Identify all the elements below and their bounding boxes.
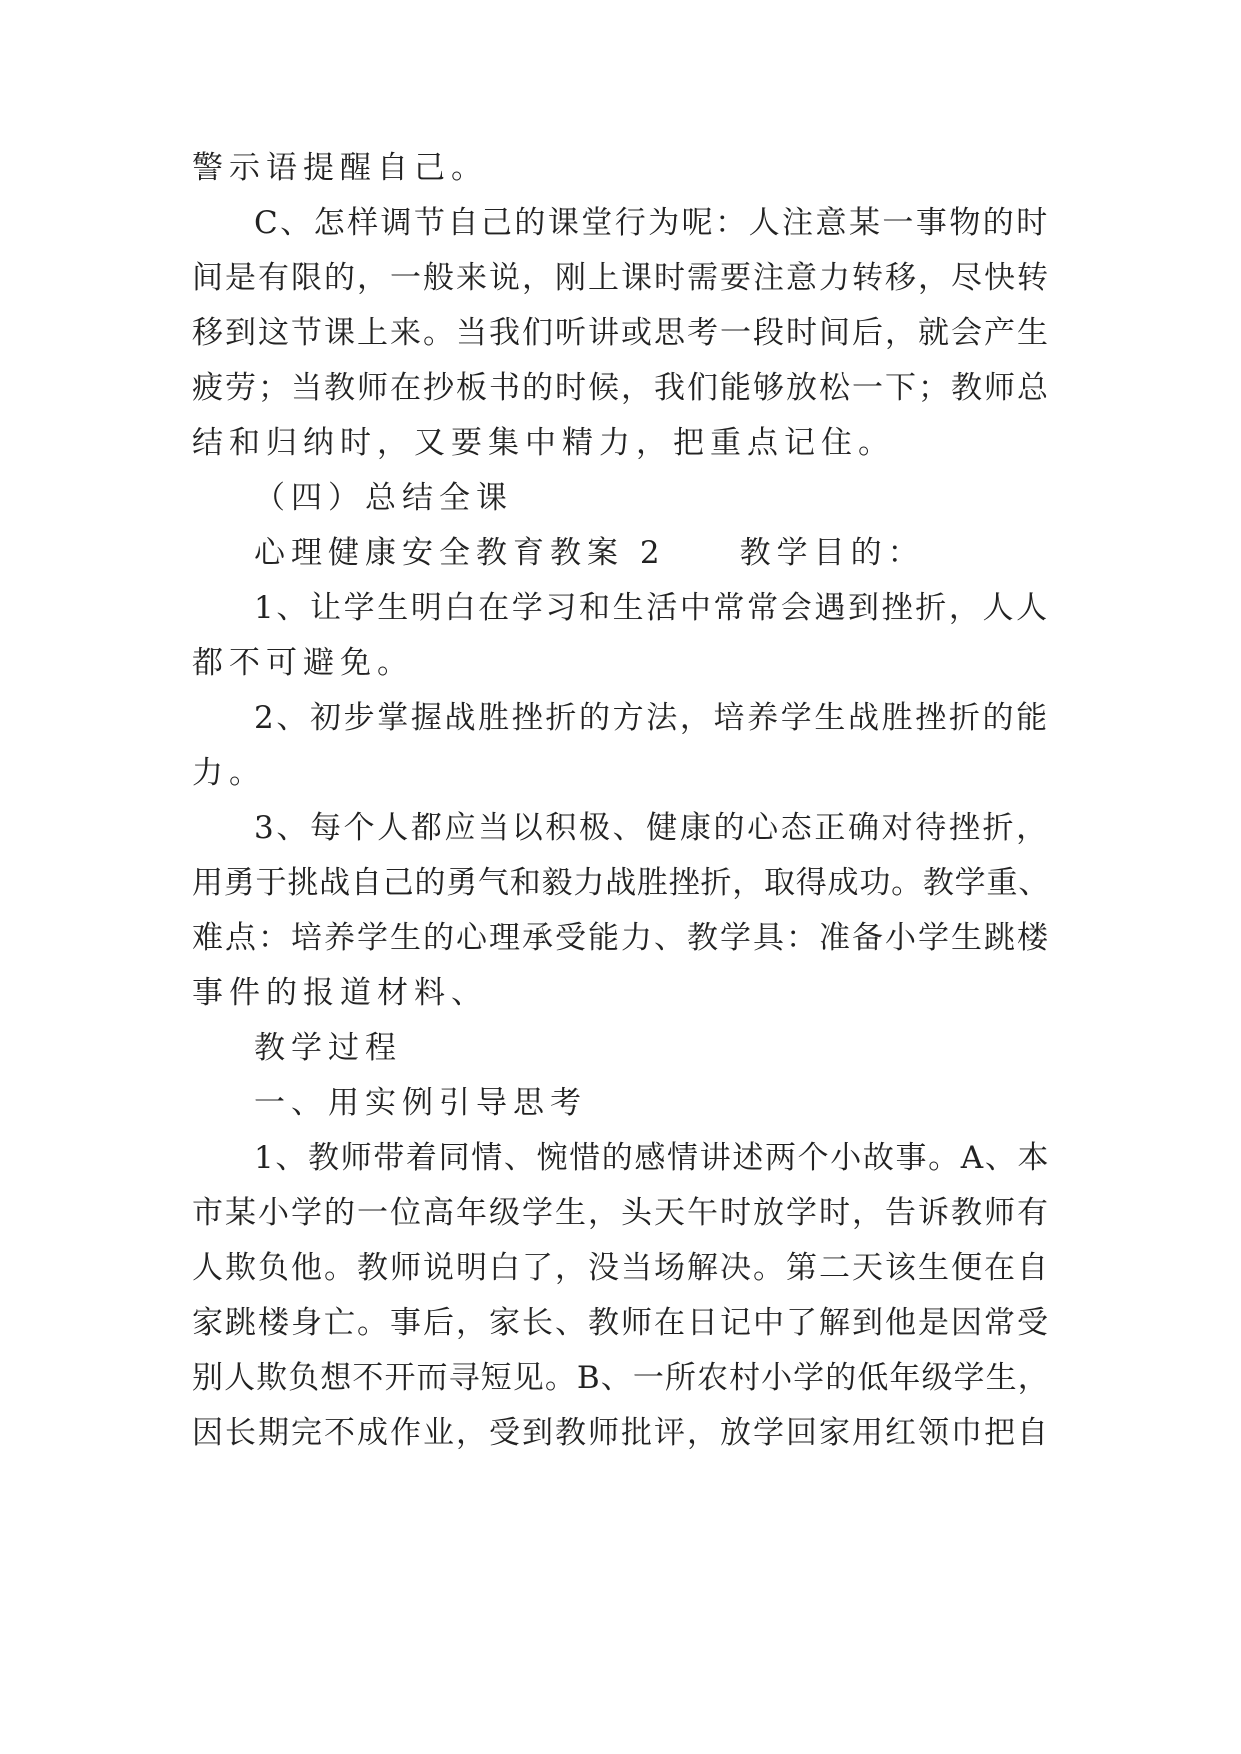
text-line: C、怎样调节自己的课堂行为呢：人注意某一事物的时	[254, 205, 1050, 241]
text-line: 间是有限的，一般来说，刚上课时需要注意力转移，尽快转	[192, 260, 1050, 296]
text-line: 1、教师带着同情、惋惜的感情讲述两个小故事。A、本	[254, 1140, 1051, 1176]
text-line: 难点：培养学生的心理承受能力、教学具：准备小学生跳楼	[192, 920, 1050, 956]
text-line: 3、每个人都应当以积极、健康的心态正确对待挫折，	[254, 810, 1050, 846]
section-heading: 一、用实例引导思考	[254, 1085, 587, 1121]
text-line: 事件的报道材料、	[192, 975, 488, 1011]
text-line: 1、让学生明白在学习和生活中常常会遇到挫折，人人	[254, 590, 1050, 626]
text-line: 警示语提醒自己。	[192, 150, 488, 186]
text-line: 家跳楼身亡。事后，家长、教师在日记中了解到他是因常受	[192, 1305, 1050, 1341]
text-line: 市某小学的一位高年级学生，头天午时放学时，告诉教师有	[192, 1195, 1050, 1231]
text-line: 疲劳；当教师在抄板书的时候，我们能够放松一下；教师总	[192, 370, 1050, 406]
lesson-title: 心理健康安全教育教案 2 教学目的：	[254, 535, 925, 571]
section-heading: （四）总结全课	[254, 480, 513, 516]
text-line: 用勇于挑战自己的勇气和毅力战胜挫折，取得成功。教学重、	[192, 865, 1050, 901]
text-line: 人欺负他。教师说明白了，没当场解决。第二天该生便在自	[192, 1250, 1050, 1286]
section-heading: 教学过程	[254, 1030, 402, 1066]
text-line: 结和归纳时，又要集中精力，把重点记住。	[192, 425, 895, 461]
text-line: 因长期完不成作业，受到教师批评，放学回家用红领巾把自	[192, 1415, 1050, 1451]
text-line: 移到这节课上来。当我们听讲或思考一段时间后，就会产生	[192, 315, 1050, 351]
text-line: 2、初步掌握战胜挫折的方法，培养学生战胜挫折的能	[254, 700, 1050, 736]
text-line: 别人欺负想不开而寻短见。B、一所农村小学的低年级学生，	[192, 1360, 1050, 1396]
text-line: 力。	[192, 755, 266, 791]
text-line: 都不可避免。	[192, 645, 414, 681]
